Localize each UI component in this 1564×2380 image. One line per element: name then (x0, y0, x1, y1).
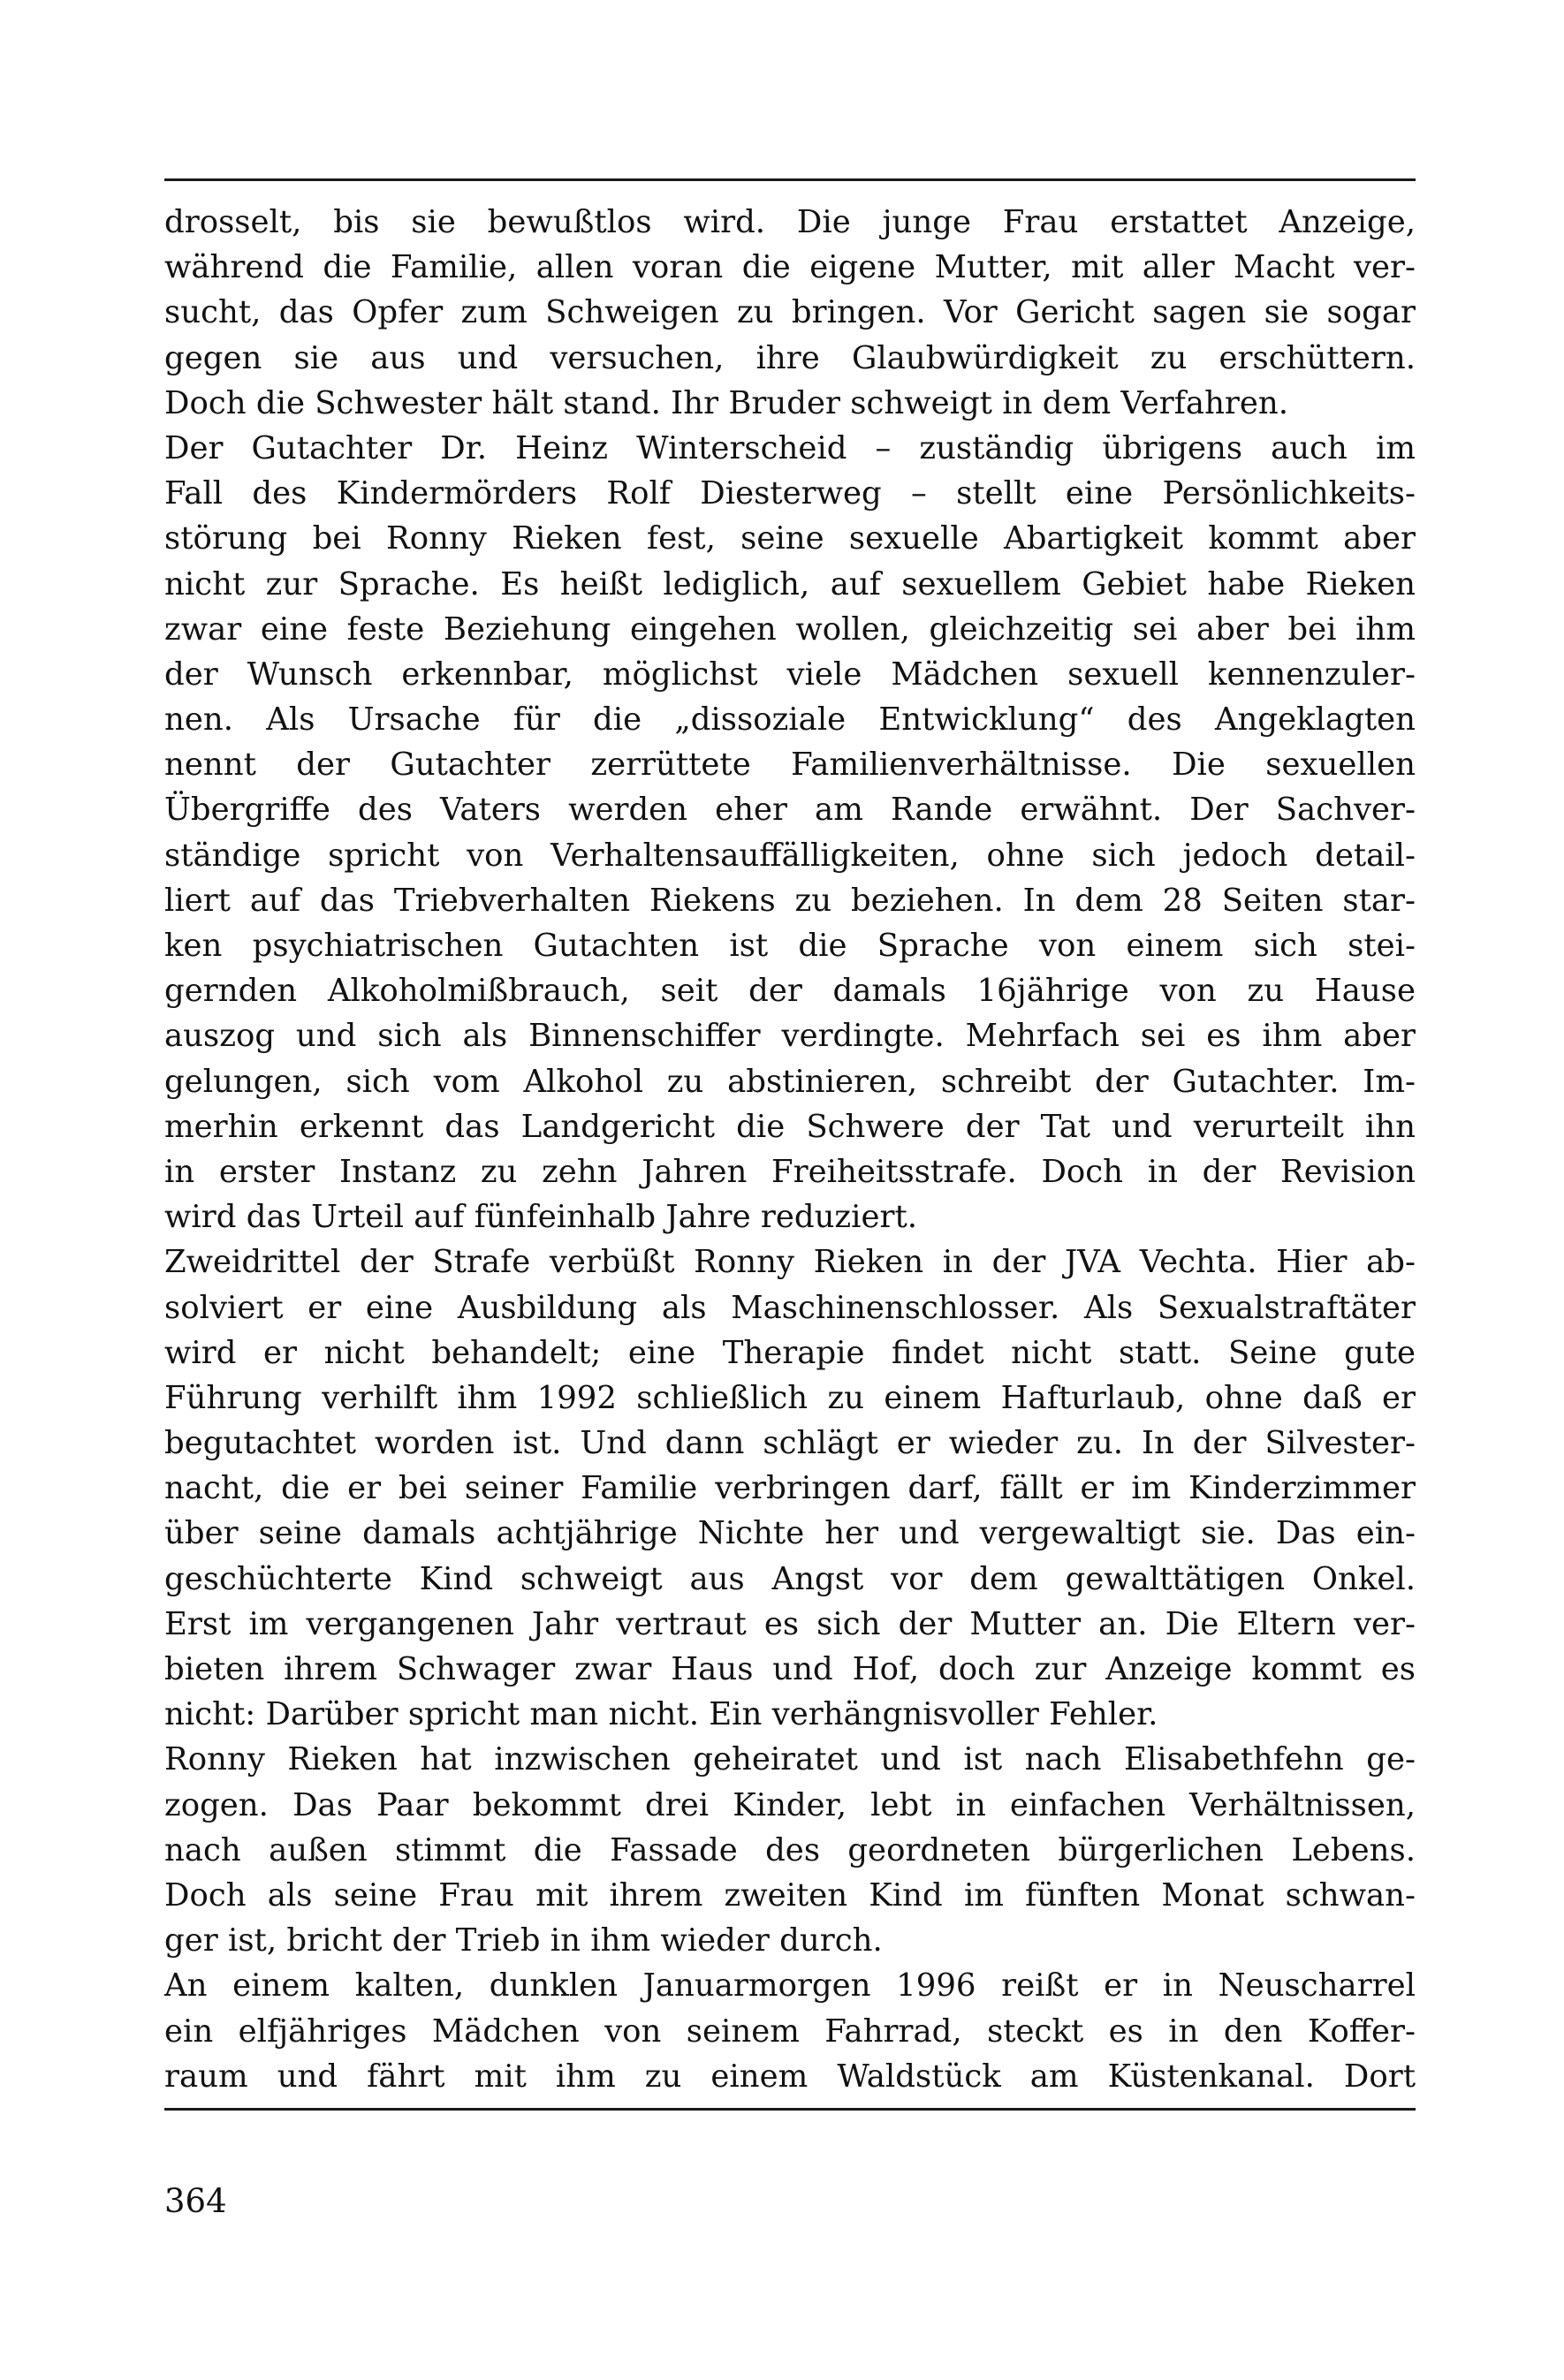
text-line: Ronny Rieken hat inzwischen geheiratet und ist nach Elisabethfehn ge- (164, 1741, 1416, 1778)
body-text (164, 200, 1416, 2099)
header-rule (164, 178, 1416, 181)
text-line: Erst im vergangenen Jahr vertraut es sich der Mutter an. Die Eltern ver- (164, 1605, 1416, 1642)
text-line: gernden Alkoholmißbrauch, seit der damals 16jährige von zu Hause (164, 973, 1416, 1010)
paragraph (164, 426, 1416, 1239)
paragraph (164, 1239, 1416, 1737)
text-line: Doch als seine Frau mit ihrem zweiten Kind im fünften Monat schwan- (164, 1876, 1416, 1914)
text-line: über seine damals achtjährige Nichte her und vergewaltigt sie. Das ein- (164, 1515, 1416, 1552)
paragraph (164, 1963, 1416, 2099)
text-line: ger ist, bricht der Trieb in ihm wieder durch. (164, 1922, 883, 1959)
text-line: zogen. Das Paar bekommt drei Kinder, lebt in einfachen Verhältnissen, (164, 1786, 1416, 1823)
text-line: nen. Als Ursache für die „dissoziale Entwicklung“ des Angeklagten (164, 701, 1416, 739)
text-line: gelungen, sich vom Alkohol zu abstinieren, schreibt der Gutachter. Im- (164, 1063, 1416, 1100)
text-line: bieten ihrem Schwager zwar Haus und Hof, doch zur Anzeige kommt es (164, 1651, 1416, 1687)
text-line: nicht zur Sprache. Es heißt lediglich, auf sexuellem Gebiet habe Rieken (164, 565, 1416, 603)
text-line: geschüchterte Kind schweigt aus Angst vor dem gewalttätigen Onkel. (164, 1560, 1416, 1597)
text-line: nicht: Darüber spricht man nicht. Ein verhängnisvoller Fehler. (164, 1696, 1158, 1733)
text-line: ständige spricht von Verhaltensauffälligkeiten, ohne sich jedoch detail- (164, 837, 1416, 874)
text-line: nacht, die er bei seiner Familie verbringen darf, fällt er im Kinderzimmer (164, 1470, 1416, 1507)
text-line: störung bei Ronny Rieken fest, seine sexuelle Abartigkeit kommt aber (164, 520, 1416, 557)
text-line: ken psychiatrischen Gutachten ist die Sprache von einem sich stei- (164, 928, 1416, 964)
text-line: Übergriffe des Vaters werden eher am Rande erwähnt. Der Sachver- (164, 792, 1416, 829)
text-line: raum und fährt mit ihm zu einem Waldstück am Küstenkanal. Dort (164, 2058, 1416, 2095)
text-line: Führung verhilft ihm 1992 schließlich zu einem Hafturlaub, ohne daß er (164, 1379, 1416, 1416)
text-line: drosselt, bis sie bewußtlos wird. Die junge Frau erstattet Anzeige, (164, 204, 1416, 240)
text-line: wird das Urteil auf fünfeinhalb Jahre reduziert. (164, 1199, 918, 1236)
text-line: nennt der Gutachter zerrüttete Familienverhältnisse. Die sexuellen (164, 747, 1416, 784)
text-line: merhin erkennt das Landgericht die Schwere der Tat und verurteilt ihn (164, 1108, 1416, 1145)
text-line: An einem kalten, dunklen Januarmorgen 1996 reißt er in Neuscharrel (164, 1967, 1416, 2005)
text-line: Der Gutachter Dr. Heinz Winterscheid – zuständig übrigens auch im (164, 429, 1416, 466)
text-line: zwar eine feste Beziehung eingehen wollen, gleichzeitig sei aber bei ihm (164, 610, 1416, 648)
text-line: in erster Instanz zu zehn Jahren Freiheitsstrafe. Doch in der Revision (164, 1153, 1416, 1190)
text-line: der Wunsch erkennbar, möglichst viele Mädchen sexuell kennenzuler- (164, 656, 1416, 693)
text-line: ein elfjähriges Mädchen von seinem Fahrrad, steckt es in den Koffer- (164, 2012, 1416, 2050)
text-line: Doch die Schwester hält stand. Ihr Bruder schweigt in dem Verfahren. (164, 384, 1289, 421)
text-line: gegen sie aus und versuchen, ihre Glaubwürdigkeit zu erschüttern. (164, 339, 1416, 376)
paragraph (164, 1737, 1416, 1963)
text-line: begutachtet worden ist. Und dann schlägt er wieder zu. In der Silvester- (164, 1425, 1416, 1462)
text-line: wird er nicht behandelt; eine Therapie findet nicht statt. Seine gute (164, 1334, 1416, 1371)
paragraph (164, 200, 1416, 426)
text-line: auszog und sich als Binnenschiffer verdingte. Mehrfach sei es ihm aber (164, 1018, 1416, 1055)
text-line: nach außen stimmt die Fassade des geordneten bürgerlichen Lebens. (164, 1831, 1416, 1868)
footer-rule (164, 2108, 1416, 2111)
text-line: Fall des Kindermörders Rolf Diesterweg – stellt eine Persönlichkeits- (164, 475, 1416, 512)
text-line: liert auf das Triebverhalten Riekens zu beziehen. In dem 28 Seiten star- (164, 882, 1416, 919)
page-number: 364 (164, 2182, 227, 2220)
text-line: Zweidrittel der Strafe verbüßt Ronny Rieken in der JVA Vechta. Hier ab- (164, 1244, 1416, 1281)
text-line: sucht, das Opfer zum Schweigen zu bringen. Vor Gericht sagen sie sogar (164, 294, 1416, 331)
text-line: solviert er eine Ausbildung als Maschinenschlosser. Als Sexualstraftäter (164, 1289, 1416, 1326)
text-line: während die Familie, allen voran die eigene Mutter, mit aller Macht ver- (164, 249, 1416, 286)
